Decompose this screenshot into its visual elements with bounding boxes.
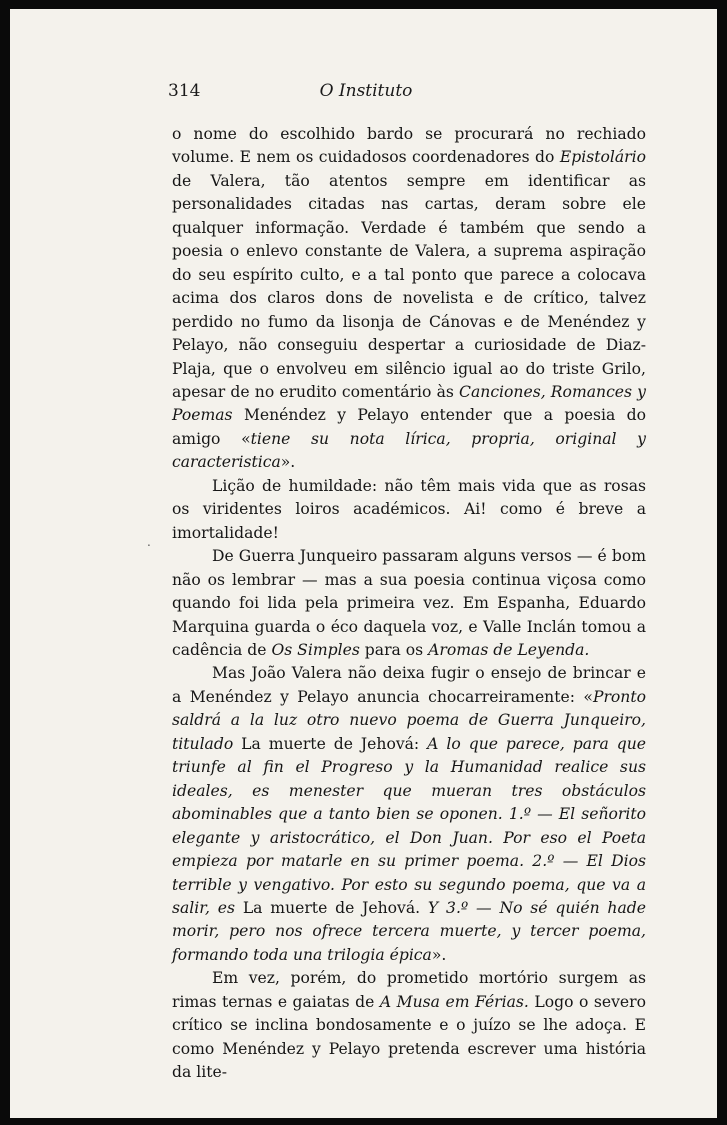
italic-text: Canciones, Romances y Poemas — [172, 382, 646, 425]
italic-text: tiene su nota lírica, propria, original y caracteristica — [172, 429, 646, 472]
text-run: Logo o severo crítico se inclina bondosamente e o juízo se lhe adoça. E como Menéndez y Pelayo pretenda escrever uma história da lite- — [172, 992, 646, 1082]
text-run: De Guerra Junqueiro passaram alguns versos — é bom não os lembrar — mas a sua poesia continua viçosa como quando foi lida pela primeira vez. Em Espanha, Eduardo Marquina guarda o éco daquela voz, e Valle Inclán tomou a cadência de — [172, 547, 646, 659]
paragraph — [172, 545, 646, 662]
italic-text: A lo que parece, para que triunfe al fin el Progreso y la Humanidad realice sus ideales, es menester que mueran tres obstáculos abominables que a tanto bien se oponen. 1.º — El señorito elegante y aristocrático, el Don Juan. Por eso el Poeta empieza por matarle en su primer poema. 2.º — El Dios terrible y vengativo. Por esto su segundo poema, que va a salir, es — [172, 734, 646, 917]
italic-text: A Musa em Férias. — [379, 992, 529, 1011]
italic-text: Y 3.º — No sé quién hade morir, pero nos ofrece tercera muerte, y tercer poema, formando toda una trilogia épica — [172, 898, 646, 964]
text-run: o nome do escolhido bardo se procurará no rechiado volume. E nem os cuidadosos coordenadores do — [172, 125, 646, 167]
page-number: 314 — [168, 81, 201, 101]
page-header — [168, 77, 564, 107]
paragraph — [172, 662, 646, 967]
text-run: Lição de humildade: não têm mais vida que as rosas os viridentes loiros académicos. Ai! como é breve a imortalidade! — [172, 476, 646, 542]
stray-mark: . — [147, 535, 151, 549]
text-run: La muerte de Jehová: — [233, 734, 428, 753]
text-run: Mas João Valera não deixa fugir o ensejo de brincar e a Menéndez y Pelayo anuncia chocarreiramente: « — [172, 664, 646, 706]
italic-text: Os Simples — [271, 640, 360, 659]
text-run: ». — [280, 453, 296, 472]
text-run: de Valera, tão atentos sempre em identificar as personalidades citadas nas cartas, deram sobre ele qualquer informação. Verdade é também que sendo a poesia o enlevo constante de Valera, a suprema aspiração do seu espírito culto, e a tal ponto que parece a colocava acima dos claros dons de novelista e de crítico, talvez perdido no fumo da lisonja de Cánovas e de Menéndez y Pelayo, não conseguiu despertar a curiosidade de Diaz-Plaja, que o envolveu em silêncio igual ao do triste Grilo, apesar de no erudito comentário às — [172, 171, 646, 401]
text-run: ». — [431, 945, 447, 964]
text-run: para os — [359, 640, 429, 659]
text-run: La muerte de Jehová. — [235, 898, 428, 917]
text-run: Em vez, porém, do prometido mortório surgem as rimas ternas e gaiatas de — [172, 969, 646, 1011]
book-page — [10, 9, 717, 1118]
paragraph — [172, 967, 646, 1084]
italic-text: Aromas de Leyenda. — [428, 640, 590, 659]
body-text — [172, 123, 646, 1085]
text-run: Menéndez y Pelayo entender que a poesia do amigo « — [172, 406, 646, 448]
paragraph — [172, 123, 646, 475]
paragraph — [172, 475, 646, 545]
italic-text: Pronto saldrá a la luz otro nuevo poema de Guerra Junqueiro, titulado — [172, 687, 646, 753]
running-title: O Instituto — [319, 81, 413, 101]
italic-text: Epistolário — [559, 148, 646, 167]
